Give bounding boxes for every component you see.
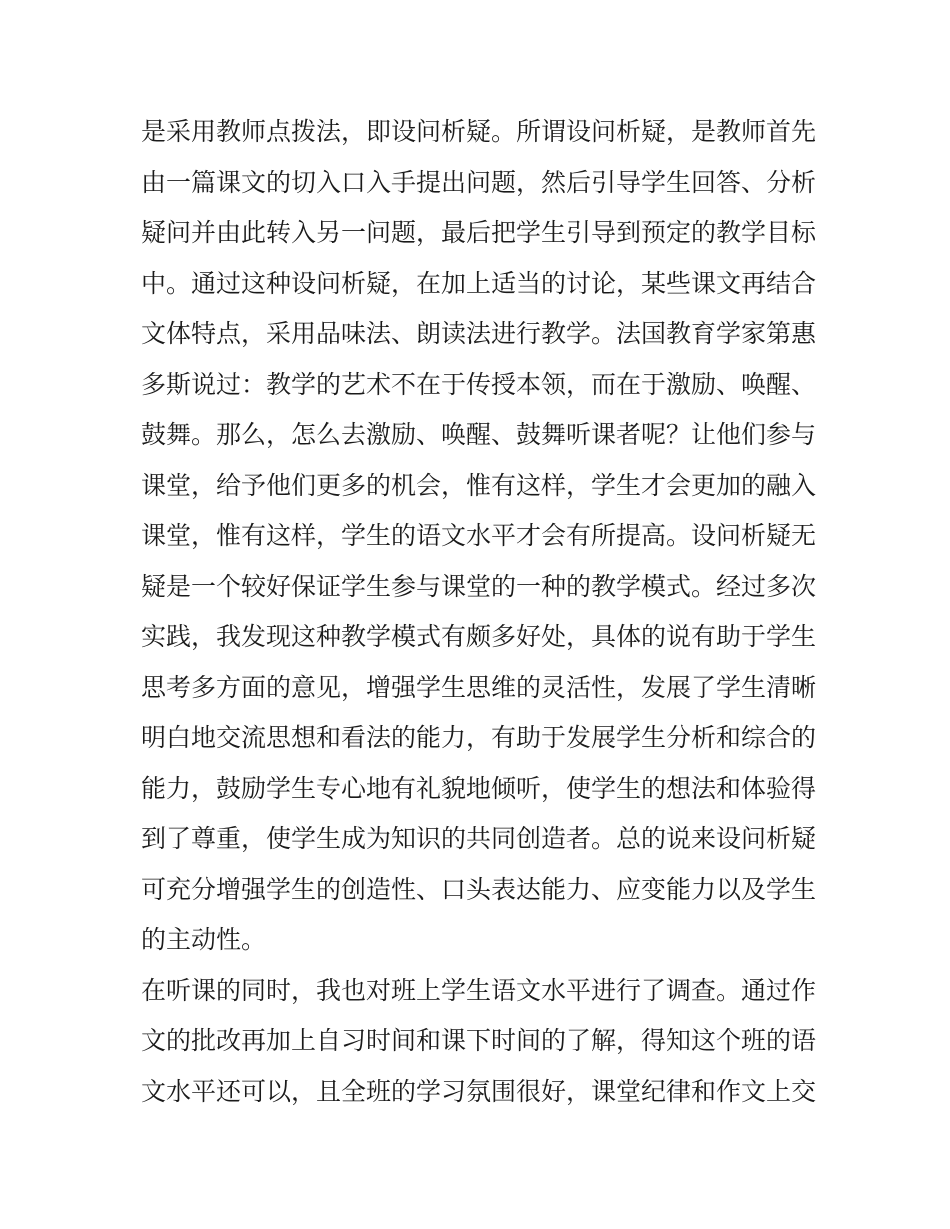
text-line: 课堂，给予他们更多的机会，惟有这样，学生才会更加的融入 <box>141 470 817 500</box>
text-line: 的主动性。 <box>141 925 267 954</box>
text-line: 中。通过这种设问析疑，在加上适当的讨论，某些课文再结合 <box>141 268 817 298</box>
text-line: 文水平还可以，且全班的学习氛围很好，课堂纪律和作文上交 <box>141 1076 817 1106</box>
text-line: 疑问并由此转入另一问题，最后把学生引导到预定的教学目标 <box>141 218 817 247</box>
text-line: 可充分增强学生的创造性、口头表达能力、应变能力以及学生 <box>141 874 817 904</box>
text-line: 实践，我发现这种教学模式有颇多好处，具体的说有助于学生 <box>141 622 817 651</box>
text-line: 是采用教师点拨法，即设问析疑。所谓设问析疑，是教师首先 <box>141 117 817 146</box>
paragraph-2 <box>141 966 821 1118</box>
text-line: 文的批改再加上自习时间和课下时间的了解，得知这个班的语 <box>141 1026 817 1055</box>
text-line: 疑是一个较好保证学生参与课堂的一种的教学模式。经过多次 <box>141 571 817 601</box>
text-line: 到了尊重，使学生成为知识的共同创造者。总的说来设问析疑 <box>141 824 817 853</box>
text-line: 多斯说过：教学的艺术不在于传授本领，而在于激励、唤醒、 <box>141 369 817 399</box>
text-line: 在听课的同时，我也对班上学生语文水平进行了调查。通过作 <box>141 975 817 1005</box>
text-line: 能力，鼓励学生专心地有礼貌地倾听，使学生的想法和体验得 <box>141 773 817 803</box>
paragraph-1 <box>141 107 821 966</box>
text-line: 思考多方面的意见，增强学生思维的灵活性，发展了学生清晰 <box>141 672 817 702</box>
text-line: 课堂，惟有这样，学生的语文水平才会有所提高。设问析疑无 <box>141 521 817 550</box>
text-line: 鼓舞。那么，怎么去激励、唤醒、鼓舞听课者呢？让他们参与 <box>141 420 817 449</box>
text-line: 由一篇课文的切入口入手提出问题，然后引导学生回答、分析 <box>141 167 817 197</box>
body-text <box>141 107 821 1117</box>
text-line: 文体特点，采用品味法、朗读法进行教学。法国教育学家第惠 <box>141 319 817 348</box>
text-line: 明白地交流思想和看法的能力，有助于发展学生分析和综合的 <box>141 723 817 752</box>
